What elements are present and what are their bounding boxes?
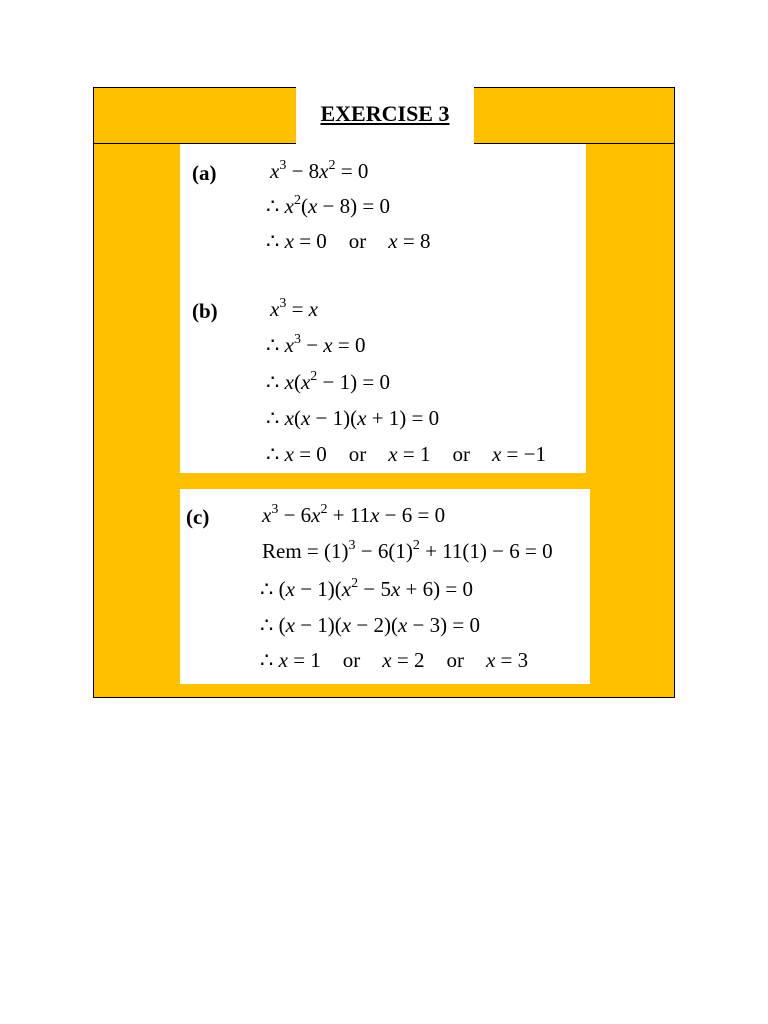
part-c-line-1: $x^3 - 6x^2 + 11x - 6 = 0$ bbox=[262, 502, 446, 527]
part-b-line-5: ∴ x = 0 or x = 1 or x = −1 bbox=[266, 442, 546, 466]
part-a-line-2: ∴ $x^2(x - 8) = 0$ bbox=[266, 193, 390, 218]
part-b-label: (b) bbox=[192, 299, 218, 323]
part-a-line-1: $x^3 - 8x^2 = 0$ bbox=[270, 158, 369, 183]
part-b-line-1: $x^3 = x$ bbox=[270, 296, 318, 321]
solution-panel-ab bbox=[180, 144, 586, 473]
exercise-frame bbox=[93, 87, 675, 698]
solution-panel-c bbox=[180, 489, 590, 684]
part-a-label: (a) bbox=[192, 161, 217, 185]
part-a-line-3: ∴ x = 0 or x = 8 bbox=[266, 229, 431, 253]
part-c-label: (c) bbox=[186, 505, 210, 529]
part-c-line-4: ∴ (x − 1)(x − 2)(x − 3) = 0 bbox=[260, 613, 480, 637]
title-box bbox=[296, 87, 474, 144]
exercise-title: EXERCISE 3 bbox=[320, 101, 450, 126]
part-c-line-3: ∴ $(x - 1)(x^2 - 5x + 6) = 0$ bbox=[260, 576, 473, 601]
part-b-line-2: ∴ $x^3 - x = 0$ bbox=[266, 332, 366, 357]
part-b-line-3: ∴ $x(x^2 - 1) = 0$ bbox=[266, 369, 390, 394]
part-c-line-2: Rem = $(1)^3 - 6(1)^2 + 11(1) - 6 = 0$ bbox=[262, 538, 553, 563]
part-c-line-5: ∴ x = 1 or x = 2 or x = 3 bbox=[260, 648, 529, 672]
part-b-line-4: ∴ x(x − 1)(x + 1) = 0 bbox=[266, 406, 440, 430]
